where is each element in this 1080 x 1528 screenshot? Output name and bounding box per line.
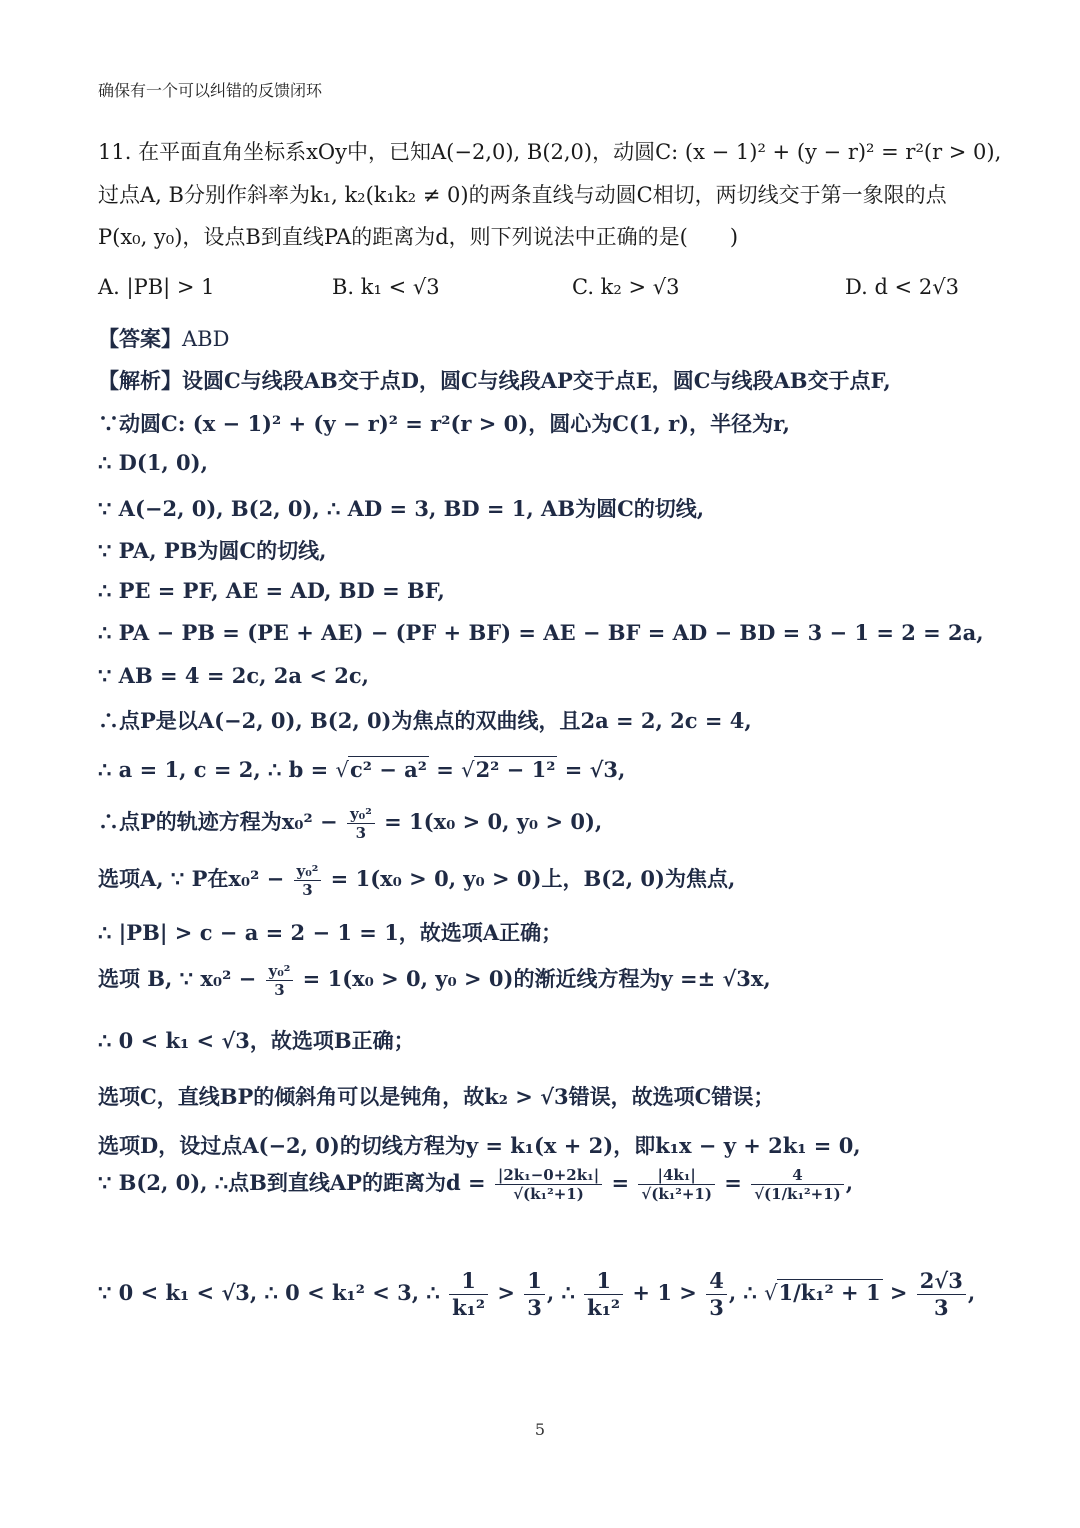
fraction: [449, 1268, 488, 1321]
option-c: C. k₂ > √3: [572, 275, 680, 299]
fraction: [638, 1166, 715, 1203]
denominator: √(k₁²+1): [641, 1185, 712, 1203]
question-line-1: 11. 在平面直角坐标系xOy中，已知A(−2,0), B(2,0)，动圆C: (x − 1)² + (y − r)² = r²(r > 0),: [98, 140, 1002, 164]
solution-line-9: ∴点P是以A(−2, 0), B(2, 0)为焦点的双曲线，且2a = 2, 2c = 4,: [98, 708, 752, 733]
eq-text: =: [716, 1170, 750, 1195]
fraction: [917, 1268, 966, 1321]
answer-value: ABD: [182, 327, 230, 351]
solution-line-15: ∴ 0 < k₁ < √3，故选项B正确；: [98, 1028, 415, 1053]
denominator: 3: [933, 1295, 949, 1320]
denominator: √(1/k₁²+1): [754, 1185, 841, 1203]
denominator: 3: [274, 981, 285, 999]
eq-text: , ∴: [546, 1280, 583, 1305]
fraction: [584, 1268, 623, 1321]
numerator: 4: [706, 1268, 727, 1295]
radicand: 2² − 1²: [475, 757, 556, 782]
page-number: 5: [534, 1420, 546, 1439]
denominator: 3: [709, 1295, 724, 1320]
numerator: y₀²: [294, 862, 322, 881]
solution-line-4: ∵ A(−2, 0), B(2, 0), ∴ AD = 3, BD = 1, AB为圆C的切线,: [98, 496, 705, 521]
answer-label: 【答案】: [98, 326, 182, 351]
denominator: k₁²: [452, 1295, 486, 1320]
denominator: k₁²: [587, 1295, 621, 1320]
page-header: 确保有一个可以纠错的反馈闭环: [98, 81, 323, 100]
numerator: |4k₁|: [638, 1166, 715, 1185]
solution-line-7: ∴ PA − PB = (PE + AE) − (PF + BF) = AE − BF = AD − BD = 3 − 1 = 2 = 2a,: [98, 620, 984, 645]
fraction: [495, 1166, 602, 1203]
solution-line-3: ∴ D(1, 0),: [98, 450, 208, 475]
numerator: y₀²: [266, 962, 294, 981]
fraction: [524, 1268, 545, 1321]
option-d: D. d < 2√3: [845, 275, 959, 299]
solution-line-16: 选项C，直线BP的倾斜角可以是钝角，故k₂ > √3错误，故选项C错误；: [98, 1084, 775, 1109]
solution-line-18: [98, 1166, 853, 1203]
numerator: 1: [449, 1268, 488, 1295]
fraction: [294, 862, 322, 899]
eq-text: = 1(x₀ > 0, y₀ > 0)上，B(2, 0)为焦点,: [323, 866, 736, 891]
denominator: 3: [527, 1295, 542, 1320]
fraction: [266, 962, 294, 999]
radicand: 1/k₁² + 1: [778, 1280, 881, 1305]
solution-line-2: ∵动圆C: (x − 1)² + (y − r)² = r²(r > 0)，圆心为C(1, r)，半径为r,: [98, 411, 790, 436]
denominator: 3: [302, 881, 313, 899]
solution-line-12: [98, 862, 735, 899]
eq-text: 选项 B, ∵ x₀² −: [98, 966, 264, 991]
eq-text: + 1 >: [625, 1280, 705, 1305]
eq-text: ,: [845, 1170, 854, 1195]
answer-line: [98, 323, 229, 353]
solution-line-11: [98, 805, 602, 842]
eq-text: ∵ 0 < k₁ < √3, ∴ 0 < k₁² < 3, ∴: [98, 1280, 448, 1305]
solution-line-13: ∴ |PB| > c − a = 2 − 1 = 1，故选项A正确；: [98, 920, 563, 945]
fraction: [347, 805, 375, 842]
numerator: |2k₁−0+2k₁|: [495, 1166, 602, 1185]
denominator: √(k₁²+1): [513, 1185, 584, 1203]
denominator: 3: [355, 824, 367, 842]
solution-line-14: [98, 962, 771, 999]
numerator: 1: [524, 1268, 545, 1295]
numerator: 1: [584, 1268, 623, 1295]
numerator: 2√3: [917, 1268, 966, 1295]
question-line-2: 过点A, B分别作斜率为k₁, k₂(k₁k₂ ≠ 0)的两条直线与动圆C相切，两切线交于第一象限的点: [98, 183, 947, 207]
fraction: [751, 1166, 844, 1203]
eq-text: ∴ a = 1, c = 2, ∴ b =: [98, 757, 336, 782]
eq-text: ,: [967, 1280, 976, 1305]
solution-line-17: 选项D，设过点A(−2, 0)的切线方程为y = k₁(x + 2)，即k₁x − y + 2k₁ = 0,: [98, 1133, 861, 1158]
eq-text: >: [490, 1280, 523, 1305]
solution-line-19: ∵ 0 < k₁ < √3, ∴ 0 < k₁² < 3, ∴ $\frac{1}{\text{k₁²}}$ > $\frac{1}{3}$ , ∴ $\frac{1}{\text{k₁²}}$ + 1 > $\frac{4}{3}$ , ∴ √1/k₁² + 1 > $\frac{2√3}{3}$ ,: [98, 1268, 976, 1320]
solution-line-5: ∵ PA, PB为圆C的切线,: [98, 538, 327, 563]
eq-text: =: [428, 757, 462, 782]
eq-text: ∵ B(2, 0), ∴点B到直线AP的距离为d =: [98, 1170, 493, 1195]
eq-text: =: [604, 1170, 637, 1195]
solution-line-10: ∴ a = 1, c = 2, ∴ b = √c² − a² = √2² − 1² = √3,: [98, 757, 626, 782]
solution-line-8: ∵ AB = 4 = 2c, 2a < 2c,: [98, 663, 369, 688]
numerator: y₀²: [347, 805, 375, 824]
eq-text: 选项A, ∵ P在x₀² −: [98, 866, 292, 891]
radicand: c² − a²: [349, 757, 427, 782]
numerator: 4: [751, 1166, 844, 1185]
option-b: B. k₁ < √3: [332, 275, 440, 299]
option-a: A. |PB| > 1: [98, 275, 215, 299]
eq-text: >: [882, 1280, 915, 1305]
eq-text: = √3,: [557, 757, 626, 782]
eq-text: , ∴: [728, 1280, 765, 1305]
eq-text: ∴点P的轨迹方程为x₀² −: [98, 809, 345, 834]
solution-line-1: 【解析】设圆C与线段AB交于点D，圆C与线段AP交于点E，圆C与线段AB交于点F,: [98, 368, 891, 393]
eq-text: = 1(x₀ > 0, y₀ > 0)的渐近线方程为y =± √3x,: [295, 966, 771, 991]
solution-line-6: ∴ PE = PF, AE = AD, BD = BF,: [98, 578, 445, 603]
fraction: [706, 1268, 727, 1321]
eq-text: = 1(x₀ > 0, y₀ > 0),: [376, 809, 603, 834]
question-line-3: P(x₀, y₀)，设点B到直线PA的距离为d，则下列说法中正确的是( ): [98, 225, 739, 249]
